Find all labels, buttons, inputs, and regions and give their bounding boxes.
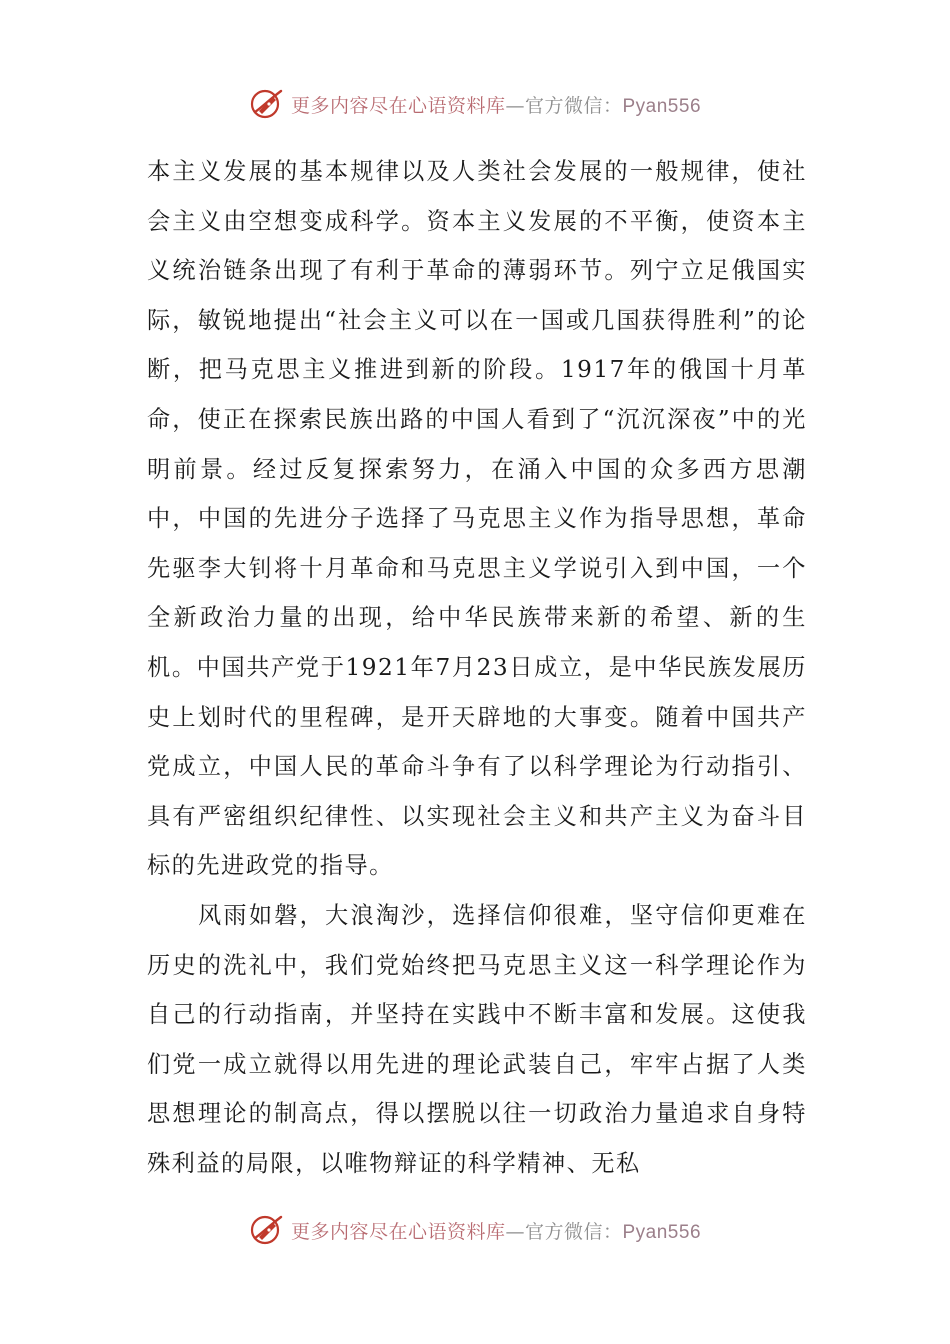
- pen-nib-logo-icon: [249, 86, 285, 122]
- banner-text: [291, 91, 701, 118]
- banner-wechat-label: 官方微信：: [524, 94, 623, 117]
- banner-site-name: 更多内容尽在心语资料库: [290, 94, 506, 117]
- pen-nib-logo-icon: [249, 1212, 285, 1248]
- banner-dash: —: [505, 94, 525, 117]
- body-paragraph-2: 风雨如磐，大浪淘沙，选择信仰很难，坚守信仰更难在历史的洗礼中，我们党始终把马克思主义这一科学理论作为自己的行动指南，并坚持在实践中不断丰富和发展。这使我们党一成立就得以用先进的理论武装自己，牢牢占据了人类思想理论的制高点，得以摆脱以往一切政治力量追求自身特殊利益的局限，以唯物辩证的科学精神、无私: [147, 901, 807, 1177]
- banner-wechat-id: Pyan556: [622, 1221, 702, 1243]
- footer-banner: [0, 1208, 950, 1252]
- banner-wechat-id: Pyan556: [622, 95, 702, 117]
- banner-dash: —: [505, 1220, 525, 1243]
- banner-wechat-label: 官方微信：: [524, 1220, 623, 1243]
- header-banner: [0, 82, 950, 126]
- body-paragraph-1: 本主义发展的基本规律以及人类社会发展的一般规律，使社会主义由空想变成科学。资本主义发展的不平衡，使资本主义统治链条出现了有利于革命的薄弱环节。列宁立足俄国实际，敏锐地提出“社会主义可以在一国或几国获得胜利”的论断，把马克思主义推进到新的阶段。1917年的俄国十月革命，使正在探索民族出路的中国人看到了“沉沉深夜”中的光明前景。经过反复探索努力，在涌入中国的众多西方思潮中，中国的先进分子选择了马克思主义作为指导思想，革命先驱李大钊将十月革命和马克思主义学说引入到中国，一个全新政治力量的出现，给中华民族带来新的希望、新的生机。中国共产党于1921年7月23日成立，是中华民族发展历史上划时代的里程碑，是开天辟地的大事变。随着中国共产党成立，中国人民的革命斗争有了以科学理论为行动指引、具有严密组织纪律性、以实现社会主义和共产主义为奋斗目标的先进政党的指导。: [147, 158, 807, 880]
- banner-site-name: 更多内容尽在心语资料库: [290, 1220, 506, 1243]
- banner-text: [291, 1217, 701, 1244]
- document-body: [147, 147, 807, 1188]
